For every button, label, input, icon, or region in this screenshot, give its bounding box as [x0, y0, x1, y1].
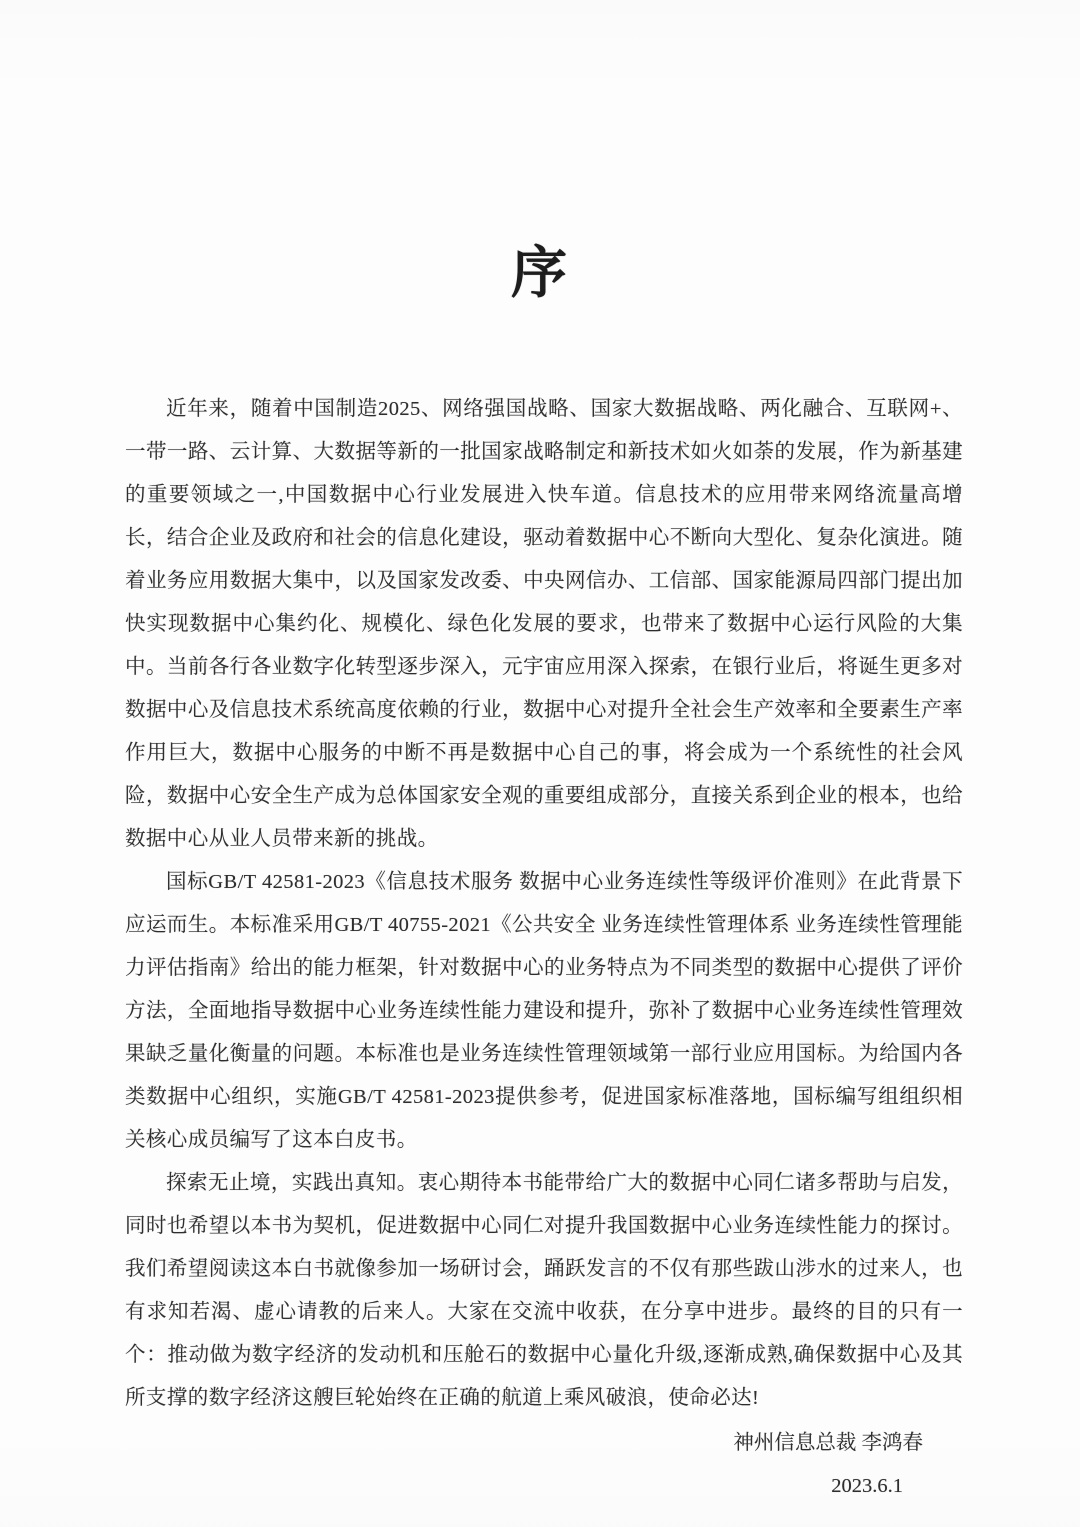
- page-title: 序: [511, 243, 569, 305]
- signature-author: 神州信息总裁 李鸿春: [733, 1432, 923, 1454]
- paragraph-1: 近年来，随着中国制造2025、网络强国战略、国家大数据战略、两化融合、互联网+、一带一路、云计算、大数据等新的一批国家战略制定和新技术如火如荼的发展，作为新基建的重要领域之一,中国数据中心行业发展进入快车道。信息技术的应用带来网络流量高增长，结合企业及政府和社会的信息化建设，驱动着数据中心不断向大型化、复杂化演进。随着业务应用数据大集中，以及国家发改委、中央网信办、工信部、国家能源局四部门提出加快实现数据中心集约化、规模化、绿色化发展的要求，也带来了数据中心运行风险的大集中。当前各行各业数字化转型逐步深入，元宇宙应用深入探索，在银行业后，将诞生更多对数据中心及信息技术系统高度依赖的行业，数据中心对提升全社会生产效率和全要素生产率作用巨大，数据中心服务的中断不再是数据中心自己的事，将会成为一个系统性的社会风险，数据中心安全生产成为总体国家安全观的重要组成部分，直接关系到企业的根本，也给数据中心从业人员带来新的挑战。: [125, 398, 963, 850]
- preface-body: [125, 388, 963, 1420]
- signature-date: 2023.6.1: [831, 1475, 903, 1497]
- paragraph-3: 探索无止境，实践出真知。衷心期待本书能带给广大的数据中心同仁诸多帮助与启发，同时也希望以本书为契机，促进数据中心同仁对提升我国数据中心业务连续性能力的探讨。我们希望阅读这本白书就像参加一场研讨会，踊跃发言的不仅有那些跋山涉水的过来人，也有求知若渴、虚心请教的后来人。大家在交流中收获，在分享中进步。最终的目的只有一个：推动做为数字经济的发动机和压舱石的数据中心量化升级,逐渐成熟,确保数据中心及其所支撑的数字经济这艘巨轮始终在正确的航道上乘风破浪，使命必达!: [125, 1172, 963, 1409]
- paragraph-2: 国标GB/T 42581-2023《信息技术服务 数据中心业务连续性等级评价准则》在此背景下应运而生。本标准采用GB/T 40755-2021《公共安全 业务连续性管理体系 业务连续性管理能力评估指南》给出的能力框架，针对数据中心的业务特点为不同类型的数据中心提供了评价方法，全面地指导数据中心业务连续性能力建设和提升，弥补了数据中心业务连续性管理效果缺乏量化衡量的问题。本标准也是业务连续性管理领域第一部行业应用国标。为给国内各类数据中心组织，实施GB/T 42581-2023提供参考，促进国家标准落地，国标编写组组织相关核心成员编写了这本白皮书。: [125, 871, 963, 1151]
- signature-block: [0, 1422, 1080, 1508]
